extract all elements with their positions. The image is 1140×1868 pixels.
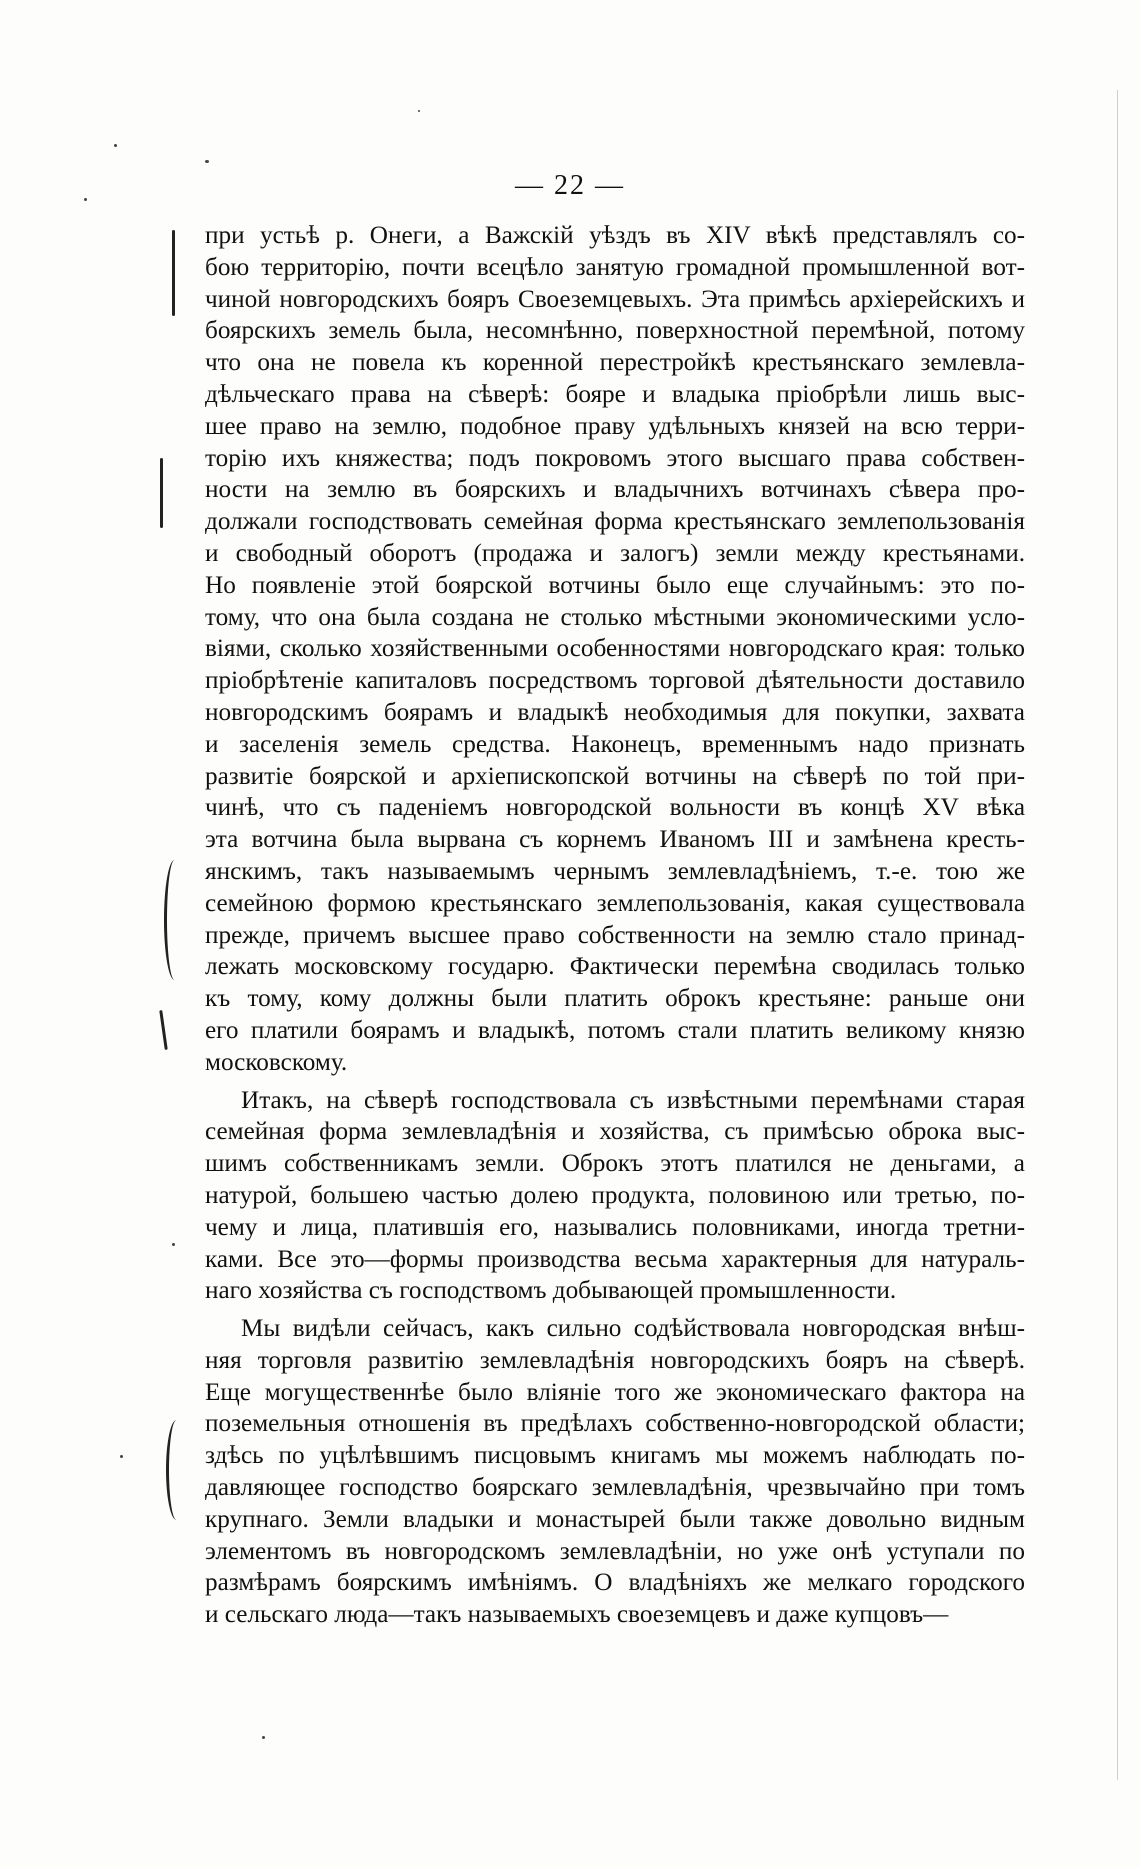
text-line: ности на землю въ боярскихъ и владычнихъ вотчинахъ сѣвера про- xyxy=(205,476,1025,504)
paragraph xyxy=(205,220,1025,1079)
page-number: — 22 — xyxy=(515,170,625,201)
text-line: его платили боярамъ и владыкѣ, потомъ стали платить великому князю xyxy=(205,1016,1025,1044)
text-line: чинѣ, что съ паденіемъ новгородской вольности въ концѣ XV вѣка xyxy=(205,794,1025,822)
text-line: элементомъ въ новгородскомъ землевладѣніи, но уже онѣ уступали по xyxy=(205,1537,1025,1565)
text-line: віями, сколько хозяйственными особенностями новгородскаго края: только xyxy=(205,635,1025,663)
speck xyxy=(120,1455,123,1458)
text-line: крупнаго. Земли владыки и монастырей были также довольно видным xyxy=(205,1505,1025,1533)
text-line: и сельскаго люда—такъ называемыхъ своеземцевъ и даже купцовъ— xyxy=(205,1601,949,1629)
text-line: янскимъ, такъ называемымъ чернымъ землевладѣніемъ, т.-е. тою же xyxy=(205,857,1025,885)
text-line: няя торговля развитію землевладѣнія новгородскихъ бояръ на сѣверѣ. xyxy=(205,1346,1025,1374)
text-line: здѣсь по уцѣлѣвшимъ писцовымъ книгамъ мы можемъ наблюдать по- xyxy=(205,1442,1025,1470)
margin-mark xyxy=(164,860,185,980)
text-line: при устьѣ р. Онеги, а Важскій уѣздъ въ XIV вѣкѣ представлялъ со- xyxy=(205,222,1025,249)
page-edge-rule xyxy=(1117,90,1118,1780)
text-line: лежать московскому государю. Фактически перемѣна сводилась только xyxy=(205,953,1025,981)
text-line: и свободный оборотъ (продажа и залогъ) земли между крестьянами. xyxy=(205,539,1025,567)
paragraph xyxy=(205,1085,1025,1308)
body-text xyxy=(205,220,1025,1631)
text-line: шее право на землю, подобное праву удѣльныхъ князей на всю терри- xyxy=(205,412,1025,440)
text-line: московскому. xyxy=(205,1048,348,1076)
paragraph xyxy=(205,1313,1025,1631)
text-line: чему и лица, платившія его, назывались половниками, иногда третни- xyxy=(205,1213,1025,1241)
text-line: новгородскимъ боярамъ и владыкѣ необходимыя для покупки, захвата xyxy=(205,698,1025,726)
text-line: тому, что она была создана не столько мѣстными экономическими усло- xyxy=(205,603,1025,631)
text-line: наго хозяйства съ господствомъ добывающей промышленности. xyxy=(205,1277,897,1305)
text-line: пріобрѣтеніе капиталовъ посредствомъ торговой дѣятельности доставило xyxy=(205,667,1025,695)
margin-mark xyxy=(166,1420,187,1520)
text-line: дѣльческаго права на сѣверѣ: бояре и владыка пріобрѣли лишь выс- xyxy=(205,380,1025,408)
text-line: поземельныя отношенія въ предѣлахъ собственно-новгородской области; xyxy=(205,1410,1025,1438)
text-line: семейною формою крестьянскаго землепользованія, какая существовала xyxy=(205,889,1025,917)
speck xyxy=(262,1736,265,1739)
text-line: и заселенія земель средства. Наконецъ, временнымъ надо признать xyxy=(205,730,1025,758)
text-line: что она не повела къ коренной перестройкѣ крестьянскаго землевла- xyxy=(205,349,1025,377)
text-line: Еще могущественнѣе было вліяніе того же экономическаго фактора на xyxy=(205,1378,1025,1406)
speck xyxy=(205,160,209,163)
text-line: размѣрамъ боярскимъ имѣніямъ. О владѣніяхъ же мелкаго городского xyxy=(205,1569,1025,1597)
text-line: Но появленіе этой боярской вотчины было еще случайнымъ: это по- xyxy=(205,571,1025,599)
speck xyxy=(114,144,117,147)
text-line: чиной новгородскихъ бояръ Своеземцевыхъ. Эта примѣсь архіерейскихъ и xyxy=(205,285,1025,313)
margin-mark xyxy=(172,230,175,316)
text-line: давляющее господство боярскаго землевладѣнія, чрезвычайно при томъ xyxy=(205,1474,1025,1502)
margin-mark xyxy=(159,1010,168,1050)
text-line: бою территорію, почти всецѣло занятую громадной промышленной вот- xyxy=(205,253,1025,281)
margin-mark xyxy=(160,458,163,528)
speck xyxy=(418,110,420,112)
text-line: боярскихъ земель была, несомнѣнно, поверхностной перемѣной, потому xyxy=(205,317,1025,345)
text-line: къ тому, кому должны были платить оброкъ крестьяне: раньше они xyxy=(205,985,1025,1013)
text-line: Итакъ, на сѣверѣ господствовала съ извѣстными перемѣнами старая xyxy=(241,1086,1025,1114)
text-line: шимъ собственникамъ земли. Оброкъ этотъ платился не деньгами, а xyxy=(205,1150,1025,1178)
text-line: семейная форма землевладѣнія и хозяйства, съ примѣсью оброка выс- xyxy=(205,1118,1025,1146)
text-line: натурой, большею частью долею продукта, половиною или третью, по- xyxy=(205,1181,1025,1209)
text-line: прежде, причемъ высшее право собственности на землю стало принад- xyxy=(205,921,1025,949)
text-line: должали господствовать семейная форма крестьянскаго землепользованія xyxy=(205,508,1025,536)
text-line: ками. Все это—формы производства весьма характерныя для натураль- xyxy=(205,1245,1025,1273)
text-line: Мы видѣли сейчасъ, какъ сильно содѣйствовала новгородская внѣш- xyxy=(241,1315,1025,1343)
text-line: торію ихъ княжества; подъ покровомъ этого высшаго права собствен- xyxy=(205,444,1025,472)
text-line: эта вотчина была вырвана съ корнемъ Иваномъ III и замѣнена кресть- xyxy=(205,826,1025,854)
text-line: развитіе боярской и архіепископской вотчины на сѣверѣ по той при- xyxy=(205,762,1025,790)
speck xyxy=(172,1243,175,1246)
